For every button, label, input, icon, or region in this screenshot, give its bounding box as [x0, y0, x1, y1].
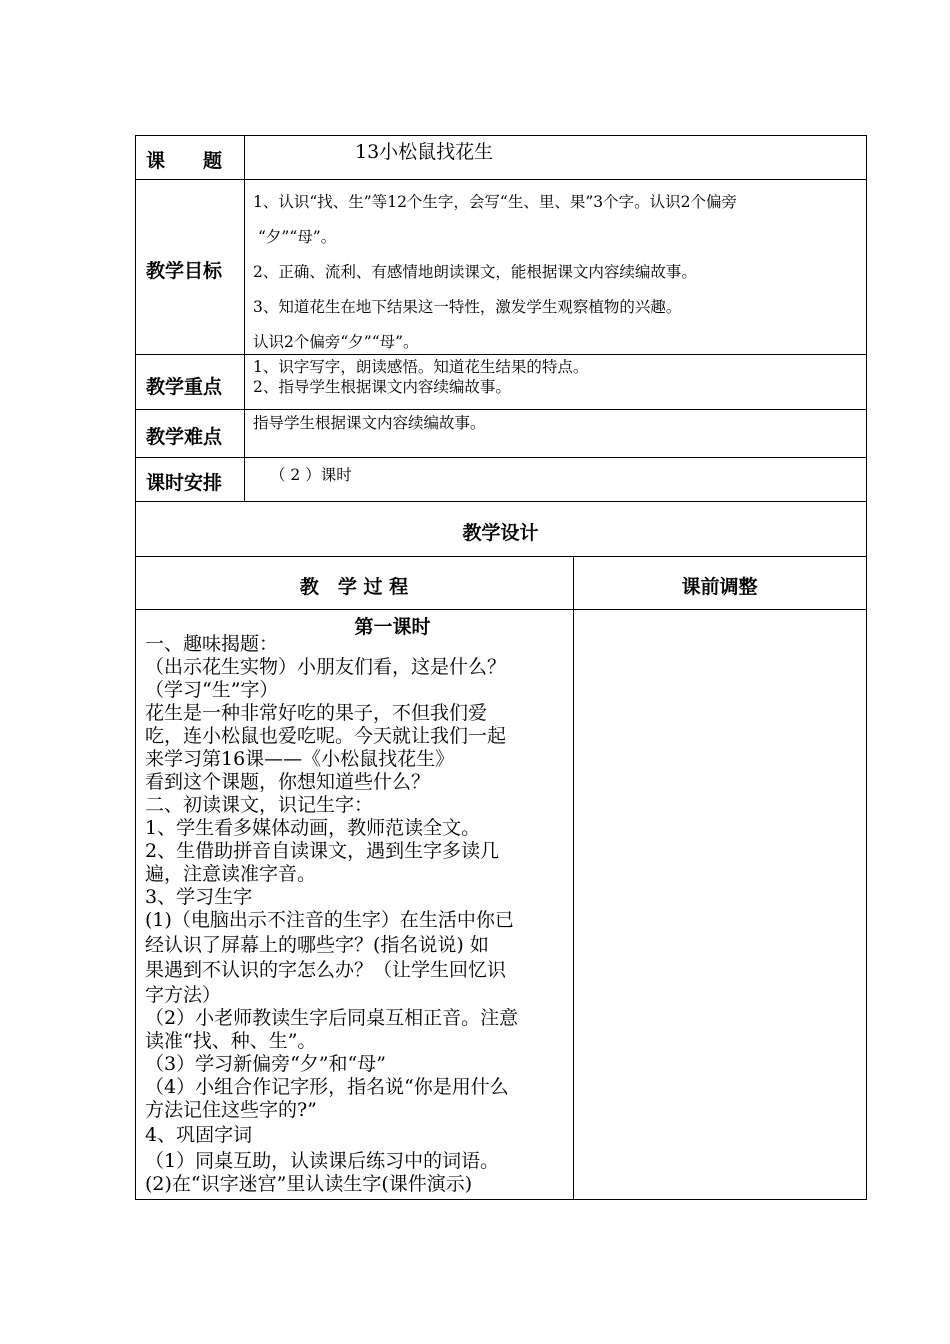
process-line: 来学习第16课——《小松鼠找花生》: [145, 748, 455, 770]
label-column-divider: [244, 135, 245, 502]
process-line: 3、学习生字: [145, 886, 253, 908]
process-line: 吃，连小松鼠也爱吃呢。今天就让我们一起: [145, 725, 507, 747]
process-line: 2、生借助拼音自读课文，遇到生字多读几: [145, 840, 500, 862]
goal-line: 1、认识“找、生”等12个生字，会写“生、里、果”3个字。认识2个偏旁: [253, 193, 738, 211]
lesson-title: 第一课时: [354, 616, 431, 638]
process-line: 读准“找、种、生”。: [145, 1030, 317, 1052]
process-line: 一、趣味揭题：: [145, 633, 279, 655]
key-points-label: 教学重点: [146, 376, 223, 398]
process-line: （出示花生实物）小朋友们看，这是什么？: [145, 656, 507, 678]
key-point-line: 2、指导学生根据课文内容续编故事。: [253, 378, 511, 396]
difficulty-value: 指导学生根据课文内容续编故事。: [253, 414, 486, 432]
process-line: 遍，注意读准字音。: [145, 863, 317, 885]
goal-line: 3、知道花生在地下结果这一特性，激发学生观察植物的兴趣。: [253, 298, 682, 316]
goal-line: “夕”“母”。: [258, 228, 337, 246]
process-line: （学习“生”字）: [145, 679, 279, 701]
process-line: 看到这个课题，你想知道些什么？: [145, 771, 431, 793]
process-line: （3）学习新偏旁“夕”和“母”: [145, 1053, 386, 1075]
process-column-divider: [573, 556, 574, 1200]
process-line: （1）同桌互助，认读课后练习中的词语。: [145, 1150, 500, 1172]
table-rule: [135, 556, 867, 557]
topic-label: 课 题: [146, 150, 223, 172]
process-line: (1)（电脑出示不注音的生字）在生活中你已: [145, 909, 514, 931]
process-line: 方法记住这些字的?”: [145, 1099, 317, 1121]
topic-value: 13小松鼠找花生: [355, 141, 494, 163]
goal-line: 2、正确、流利、有感情地朗读课文，能根据课文内容续编故事。: [253, 263, 697, 281]
process-line: （4）小组合作记字形，指名说“你是用什么: [145, 1076, 509, 1098]
table-border-left: [135, 135, 136, 1200]
goals-label: 教学目标: [146, 260, 223, 282]
process-line: 字方法）: [145, 984, 222, 1006]
process-line: 1、学生看多媒体动画，教师范读全文。: [145, 817, 481, 839]
process-line: 经认识了屏幕上的哪些字？(指名说说) 如: [145, 934, 489, 956]
process-line: 二、初读课文，识记生字：: [145, 794, 374, 816]
adjust-header: 课前调整: [681, 576, 758, 598]
difficulty-label: 教学难点: [146, 426, 223, 448]
schedule-value: （ 2 ）课时: [270, 466, 352, 484]
goal-line: 认识2个偏旁“夕”“母”。: [253, 333, 419, 351]
process-line: 花生是一种非常好吃的果子，不但我们爱: [145, 702, 488, 724]
table-border-bottom: [135, 1199, 867, 1200]
process-line: (2)在“识字迷宫”里认读生字(课件演示): [145, 1173, 473, 1195]
process-line: 果遇到不认识的字怎么办？（让学生回忆识: [145, 959, 507, 981]
schedule-label: 课时安排: [146, 472, 223, 494]
process-line: 4、巩固字词: [145, 1124, 253, 1146]
table-border-right: [866, 135, 867, 1200]
process-header: 教 学 过 程: [299, 576, 409, 598]
design-header: 教学设计: [462, 522, 539, 544]
table-rule: [135, 609, 867, 610]
process-line: （2）小老师教读生字后同桌互相正音。注意: [145, 1007, 519, 1029]
key-point-line: 1、识字写字，朗读感悟。知道花生结果的特点。: [253, 358, 589, 376]
